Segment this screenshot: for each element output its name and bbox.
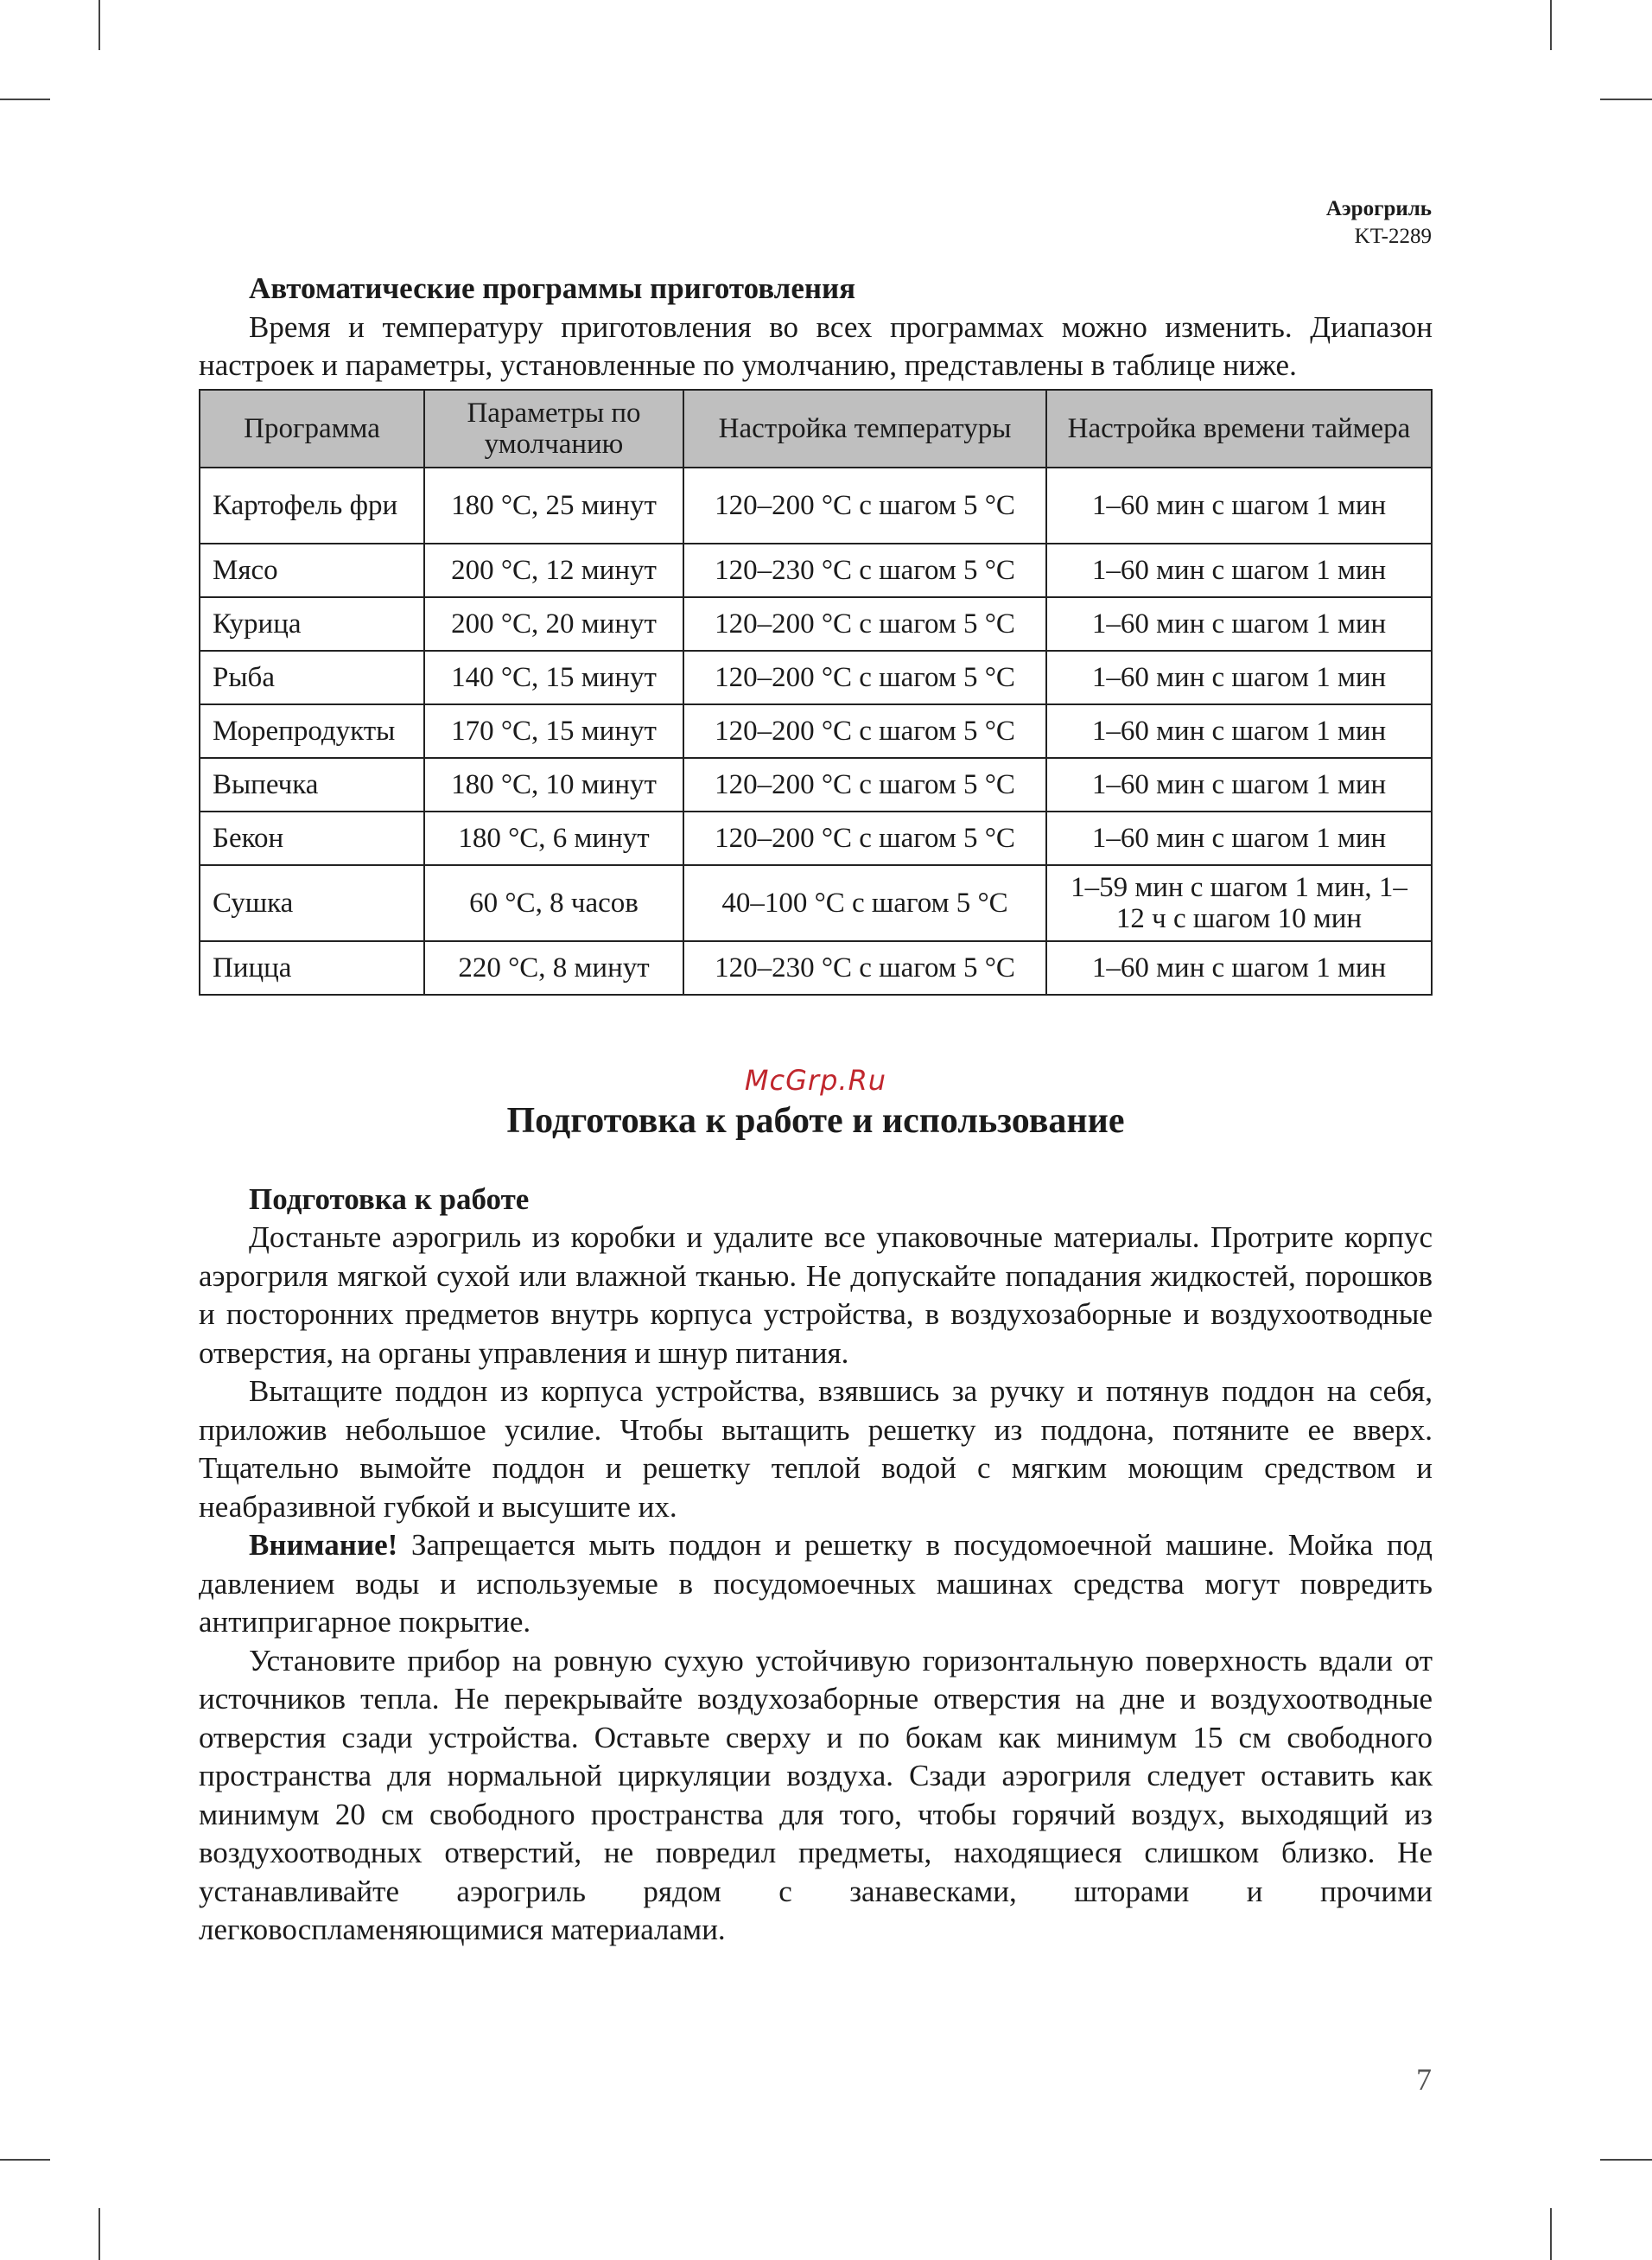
crop-mark	[98, 2208, 100, 2260]
program-temperature: 120–200 °C с шагом 5 °C	[683, 651, 1046, 704]
crop-mark	[1600, 2159, 1652, 2161]
programs-intro: Время и температуру приготовления во всех программах можно изменить. Диапазон настроек и параметры, установленные по умолчанию, представлены в таблице ниже.	[199, 309, 1433, 382]
crop-mark	[1550, 0, 1552, 50]
program-defaults: 180 °C, 10 минут	[424, 758, 683, 812]
prep-subtitle: Подготовка к работе	[249, 1181, 530, 1216]
prep-section	[199, 1181, 1433, 1950]
program-name: Курица	[200, 597, 424, 651]
program-temperature: 120–200 °C с шагом 5 °C	[683, 597, 1046, 651]
program-timer: 1–60 мин с шагом 1 мин	[1046, 758, 1432, 812]
program-defaults: 60 °C, 8 часов	[424, 865, 683, 941]
prep-paragraph-4: Установите прибор на ровную сухую устойчивую горизонтальную поверхность вдали от источников тепла. Не перекрывайте воздухозаборные отверстия на дне и воздухоотводные отверстия сзади устройства. Оставьте сверху и по бокам как минимум 15 см свободного пространства для нормальной циркуляции воздуха. Сзади аэрогриля следует оставить как минимум 20 см свободного пространства для того, чтобы горячий воздух, выходящий из воздухоотводных отверстий, не повредил предметы, находящиеся слишком близко. Не устанавливайте аэрогриль рядом с занавесками, шторами и прочими легковоспламеняющимися материалами.	[199, 1643, 1433, 1946]
crop-mark	[98, 0, 100, 50]
program-temperature: 120–200 °C с шагом 5 °C	[683, 468, 1046, 544]
program-timer: 1–60 мин с шагом 1 мин	[1046, 651, 1432, 704]
program-temperature: 120–200 °C с шагом 5 °C	[683, 758, 1046, 812]
programs-title: Автоматические программы приготовления	[249, 271, 856, 305]
page-number: 7	[1416, 2062, 1432, 2097]
program-name: Бекон	[200, 812, 424, 865]
program-defaults: 180 °C, 25 минут	[424, 468, 683, 544]
program-timer: 1–60 мин с шагом 1 мин	[1046, 544, 1432, 597]
program-defaults: 200 °C, 12 минут	[424, 544, 683, 597]
program-name: Сушка	[200, 865, 424, 941]
program-name: Мясо	[200, 544, 424, 597]
header-model: KT-2289	[1354, 225, 1432, 248]
header-brand: Аэрогриль	[1325, 197, 1432, 220]
table-row	[200, 544, 1432, 597]
col-header-timer: Настройка времени таймера	[1046, 390, 1432, 468]
program-defaults: 170 °C, 15 минут	[424, 704, 683, 758]
table-row	[200, 941, 1432, 995]
program-temperature: 40–100 °C с шагом 5 °C	[683, 865, 1046, 941]
program-temperature: 120–230 °C с шагом 5 °C	[683, 941, 1046, 995]
table-header-row	[200, 390, 1432, 468]
program-timer: 1–60 мин с шагом 1 мин	[1046, 597, 1432, 651]
program-name: Рыба	[200, 651, 424, 704]
program-name: Картофель фри	[200, 468, 424, 544]
crop-mark	[0, 99, 50, 100]
table-row	[200, 704, 1432, 758]
program-name: Выпечка	[200, 758, 424, 812]
prep-warning-paragraph	[199, 1526, 1433, 1642]
programs-table	[199, 389, 1433, 996]
program-name: Морепродукты	[200, 704, 424, 758]
page-content	[199, 270, 1433, 1950]
table-row	[200, 865, 1432, 941]
program-timer: 1–60 мин с шагом 1 мин	[1046, 812, 1432, 865]
col-header-program: Программа	[200, 390, 424, 468]
program-defaults: 200 °C, 20 минут	[424, 597, 683, 651]
program-temperature: 120–200 °C с шагом 5 °C	[683, 704, 1046, 758]
prep-paragraph-1: Достаньте аэрогриль из коробки и удалите все упаковочные материалы. Протрите корпус аэрогриля мягкой сухой или влажной тканью. Не допускайте попадания жидкостей, порошков и посторонних предметов внутрь корпуса устройства, в воздухозаборные и воздухоотводные отверстия, на органы управления и шнур питания.	[199, 1220, 1433, 1370]
running-header	[1326, 195, 1432, 251]
table-row	[200, 758, 1432, 812]
program-defaults: 140 °C, 15 минут	[424, 651, 683, 704]
program-temperature: 120–230 °C с шагом 5 °C	[683, 544, 1046, 597]
crop-mark	[0, 2159, 50, 2161]
table-row	[200, 468, 1432, 544]
table-row	[200, 651, 1432, 704]
col-header-defaults: Параметры по умолчанию	[424, 390, 683, 468]
program-name: Пицца	[200, 941, 424, 995]
program-timer: 1–60 мин с шагом 1 мин	[1046, 941, 1432, 995]
warning-text: Запрещается мыть поддон и решетку в посудомоечной машине. Мойка под давлением воды и используемые в посудомоечных машинах средства могут повредить антипригарное покрытие.	[199, 1528, 1433, 1639]
program-timer: 1–60 мин с шагом 1 мин	[1046, 468, 1432, 544]
program-defaults: 180 °C, 6 минут	[424, 812, 683, 865]
program-temperature: 120–200 °C с шагом 5 °C	[683, 812, 1046, 865]
table-row	[200, 597, 1432, 651]
program-defaults: 220 °C, 8 минут	[424, 941, 683, 995]
watermark: McGrp.Ru	[744, 1063, 887, 1097]
program-timer: 1–59 мин с шагом 1 мин, 1–12 ч с шагом 10 мин	[1046, 865, 1432, 941]
program-timer: 1–60 мин с шагом 1 мин	[1046, 704, 1432, 758]
table-row	[200, 812, 1432, 865]
section-title: Подготовка к работе и использование	[506, 1100, 1125, 1141]
crop-mark	[1550, 2208, 1552, 2260]
crop-mark	[1600, 99, 1652, 100]
prep-paragraph-2: Вытащите поддон из корпуса устройства, взявшись за ручку и потянув поддон на себя, приложив небольшое усилие. Чтобы вытащить решетку из поддона, потяните ее вверх. Тщательно вымойте поддон и решетку теплой водой с мягким моющим средством и неабразивной губкой и высушите их.	[199, 1374, 1433, 1524]
warning-label: Внимание!	[249, 1528, 398, 1562]
col-header-temperature: Настройка температуры	[683, 390, 1046, 468]
